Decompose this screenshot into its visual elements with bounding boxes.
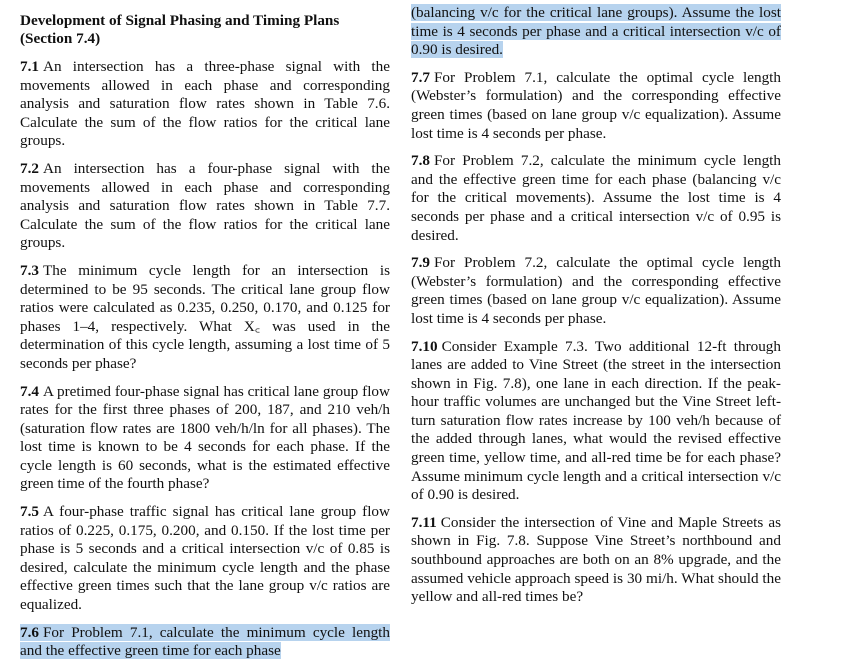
problem-7-9: [411, 254, 781, 328]
problem-text: An intersection has a four-phase signal with the movements allowed in each phase and corresponding analysis and saturation flow rates shown in Table 7.7. Calculate the sum of the flow ratios for the critical lane groups.: [20, 159, 390, 252]
problem-7-2: [20, 160, 390, 253]
problem-number: 7.2: [20, 159, 39, 177]
problem-7-8: [411, 152, 781, 245]
problem-number: 7.8: [411, 152, 430, 170]
problem-number: 7.3: [20, 261, 39, 279]
problem-7-1: [20, 58, 390, 151]
problem-text: A four-phase traffic signal has critical lane group flow ratios of 0.225, 0.175, 0.200, and 0.150. If the lost time per phase is 5 seconds and a critical intersection v/c of 0.85 is desired, calculate the minimum cycle length and the phase effective green times such that the lane group v/c ratios are equalized.: [20, 503, 390, 614]
problem-number: 7.5: [20, 503, 39, 521]
problem-number: 7.7: [411, 68, 430, 86]
problem-number: 7.9: [411, 254, 430, 272]
problem-number: 7.10: [411, 337, 438, 355]
problem-text: An intersection has a three-phase signal with the movements allowed in each phase and corresponding analysis and saturation flow rates shown in Table 7.6. Calculate the sum of the flow ratios for the critical lane groups.: [20, 58, 390, 150]
left-column: [20, 4, 390, 670]
problem-text: For Problem 7.2, calculate the optimal cycle length (Webster’s formulation) and the corresponding effective green times (based on lane group v/c equalization). Assume lost time is 4 seconds per phase.: [411, 254, 781, 327]
problem-number: 7.11: [411, 513, 437, 531]
problem-text: Consider Example 7.3. Two additional 12-ft through lanes are added to Vine Street (the street in the intersection shown in Fig. 7.8), one lane in each direction. If the peak-hour traffic volumes are unchanged but the Vine Street left-turn saturation flow rates increase by 100 veh/h because of the added through lanes, what would the revised effective green time, yellow time, and all-red time be for each phase? Assume minimum cycle length and a critical intersection v/c of 0.90 is desired.: [411, 337, 781, 504]
problem-text: The minimum cycle length for an intersection is determined to be 95 seconds. The critical lane group flow ratios were calculated as 0.235, 0.250, 0.170, and 0.125 for phases 1–4, respectively. What X꜀ was used in the determination of this cycle length, assuming a lost time of 5 seconds per phase?: [20, 261, 390, 372]
problem-text: A pretimed four-phase signal has critical lane group flow rates for the first three phases of 200, 187, and 210 veh/h (saturation flow rates are 1800 veh/h/ln for all phases). The lost time is known to be 4 seconds for each phase. If the cycle length is 60 seconds, what is the estimated effective green time of the fourth phase?: [20, 382, 390, 493]
right-column: [411, 4, 781, 616]
problem-text: For Problem 7.2, calculate the minimum cycle length and the effective green time for each phase (balancing v/c for the critical movements). Assume the lost time is 4 seconds per phase and a critical intersection v/c of 0.95 is desired.: [411, 152, 781, 244]
problem-7-11: [411, 514, 781, 607]
problem-7-6-continuation[interactable]: [411, 4, 781, 60]
problem-7-6[interactable]: [20, 624, 390, 661]
problem-number: 7.4: [20, 382, 39, 400]
section-heading-title: Development of Signal Phasing and Timing Plans: [20, 12, 340, 29]
problem-text: Consider the intersection of Vine and Maple Streets as shown in Fig. 7.8. Suppose Vine Street’s northbound and southbound approaches are both on an 8% upgrade, and the assumed vehicle approach speed is 30 mi/h. What should the yellow and all-red times be?: [411, 513, 781, 606]
problem-number: 7.1: [20, 58, 39, 75]
problem-number: 7.6: [20, 623, 39, 641]
problem-7-3: [20, 262, 390, 374]
problem-text: For Problem 7.1, calculate the minimum cycle length and the effective green time for each phase: [20, 623, 390, 660]
section-heading-ref: (Section 7.4): [20, 30, 101, 47]
section-heading: [20, 12, 390, 48]
problem-7-10: [411, 338, 781, 505]
problem-text: For Problem 7.1, calculate the optimal cycle length (Webster’s formulation) and the corresponding effective green times (based on lane group v/c equalization). Assume lost time is 4 seconds per phase.: [411, 68, 781, 142]
highlighted-text: (balancing v/c for the critical lane groups). Assume the lost time is 4 seconds per phase and a critical intersection v/c of 0.90 is desired.: [411, 4, 781, 59]
problem-7-5: [20, 503, 390, 615]
problem-7-7: [411, 69, 781, 143]
problem-7-4: [20, 383, 390, 495]
